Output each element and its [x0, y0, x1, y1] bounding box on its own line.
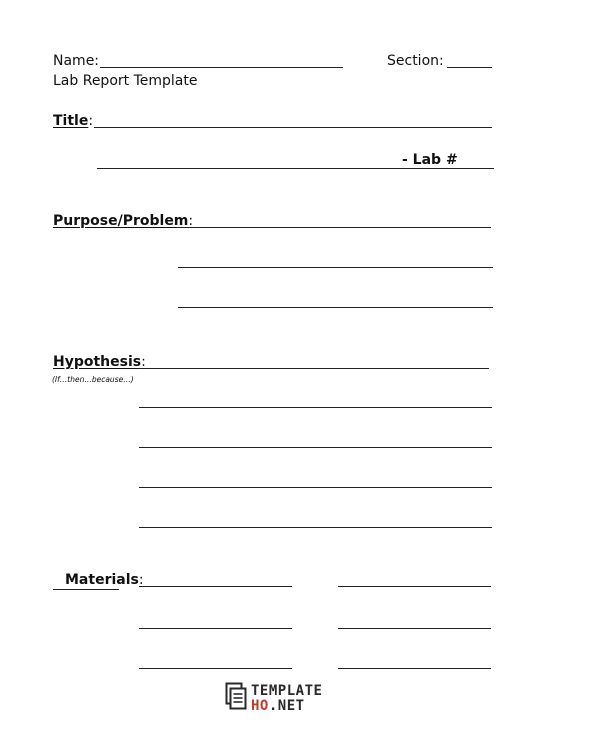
template-title: Lab Report Template: [53, 73, 198, 89]
lab-number-label: - Lab #: [402, 152, 458, 168]
title-label-group: [53, 113, 93, 129]
title-field-line-2[interactable]: [97, 168, 494, 169]
section-label: Section:: [387, 53, 444, 69]
hypothesis-field-line-1[interactable]: [137, 368, 489, 369]
title-colon: :: [88, 113, 94, 129]
materials-field-line-3b[interactable]: [338, 668, 491, 669]
hypothesis-label-group: [53, 354, 146, 370]
materials-colon: :: [138, 572, 144, 588]
purpose-label-group: [53, 213, 193, 229]
purpose-field-line-3[interactable]: [178, 307, 493, 308]
purpose-field-line-2[interactable]: [178, 267, 493, 268]
hypothesis-colon: :: [141, 354, 146, 370]
purpose-label: Purpose/Problem: [53, 213, 189, 229]
materials-field-line-1b[interactable]: [338, 586, 491, 587]
materials-field-line-1a[interactable]: [139, 586, 292, 587]
materials-label-group: [65, 572, 144, 588]
name-field-line[interactable]: [100, 67, 343, 68]
document-icon: [225, 682, 247, 712]
watermark-line2: [251, 699, 305, 713]
purpose-colon: :: [188, 213, 194, 229]
watermark-line1: TEMPLATE: [251, 683, 323, 699]
hypothesis-field-line-2[interactable]: [139, 407, 492, 408]
section-field-line[interactable]: [447, 67, 492, 68]
title-field-line-1[interactable]: [94, 127, 492, 128]
materials-underline: [53, 589, 119, 590]
hypothesis-field-line-5[interactable]: [139, 527, 492, 528]
hypothesis-label: Hypothesis: [53, 354, 142, 370]
purpose-field-line-1[interactable]: [176, 227, 491, 228]
hypothesis-hint: (If…then…because…): [52, 375, 134, 384]
materials-field-line-3a[interactable]: [139, 668, 292, 669]
title-label: Title: [53, 113, 89, 129]
hypothesis-field-line-4[interactable]: [139, 487, 492, 488]
materials-field-line-2a[interactable]: [139, 628, 292, 629]
hypothesis-field-line-3[interactable]: [139, 447, 492, 448]
materials-field-line-2b[interactable]: [338, 628, 491, 629]
materials-label: Materials: [65, 572, 139, 588]
watermark-net: .NET: [268, 698, 305, 714]
watermark-ho: HO: [251, 698, 269, 714]
name-label: Name:: [53, 53, 100, 69]
